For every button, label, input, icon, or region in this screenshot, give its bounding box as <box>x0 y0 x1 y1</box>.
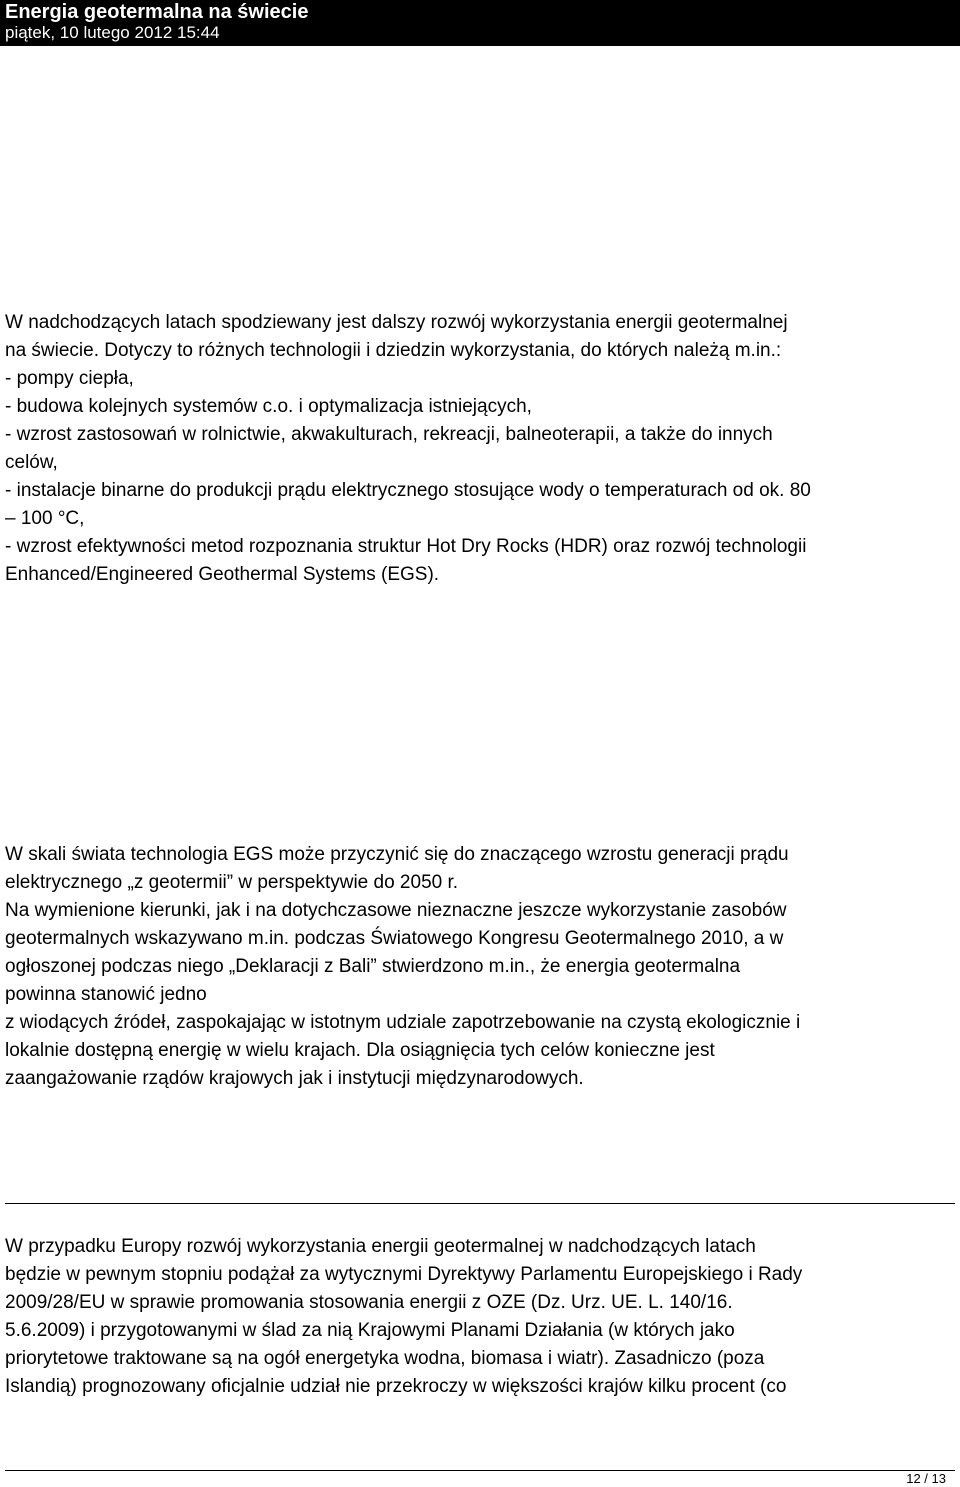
text-line: - pompy ciepła, <box>5 368 134 389</box>
article-title: Energia geotermalna na świecie <box>5 1 309 23</box>
text-line: będzie w pewnym stopniu podążał za wytycznymi Dyrektywy Parlamentu Europejskiego i Rady <box>5 1264 803 1285</box>
text-line: Na wymienione kierunki, jak i na dotychczasowe nieznaczne jeszcze wykorzystanie zasobów <box>5 900 787 921</box>
text-line: - wzrost zastosowań w rolnictwie, akwakulturach, rekreacji, balneoterapii, a także do innych <box>5 424 773 445</box>
text-line: 5.6.2009) i przygotowanymi w ślad za nią Krajowymi Planami Działania (w których jako <box>5 1320 735 1341</box>
text-line: Enhanced/Engineered Geothermal Systems (EGS). <box>5 564 440 585</box>
text-line: ogłoszonej podczas niego „Deklaracji z Bali” stwierdzono m.in., że energia geotermalna <box>5 956 741 977</box>
paragraph-future-uses <box>5 309 955 589</box>
text-line: lokalnie dostępną energię w wielu krajach. Dla osiągnięcia tych celów konieczne jest <box>5 1040 715 1061</box>
text-line: Islandią) prognozowany oficjalnie udział nie przekroczy w większości krajów kilku procent (co <box>5 1376 787 1397</box>
section-divider <box>5 1203 955 1204</box>
text-line: celów, <box>5 452 58 473</box>
text-line: W przypadku Europy rozwój wykorzystania energii geotermalnej w nadchodzących latach <box>5 1236 756 1257</box>
text-line: geotermalnych wskazywano m.in. podczas Światowego Kongresu Geotermalnego 2010, a w <box>5 928 784 949</box>
text-line: - wzrost efektywności metod rozpoznania struktur Hot Dry Rocks (HDR) oraz rozwój technologii <box>5 536 807 557</box>
paragraph-egs-and-congress <box>5 841 955 1093</box>
article-date: piątek, 10 lutego 2012 15:44 <box>5 23 220 42</box>
page-header <box>0 0 960 46</box>
text-line: W nadchodzących latach spodziewany jest dalszy rozwój wykorzystania energii geotermalnej <box>5 312 788 333</box>
text-line: 2009/28/EU w sprawie promowania stosowania energii z OZE (Dz. Urz. UE. L. 140/16. <box>5 1292 733 1313</box>
paragraph-europe <box>5 1233 955 1401</box>
text-line: priorytetowe traktowane są na ogół energetyka wodna, biomasa i wiatr). Zasadniczo (poza <box>5 1348 765 1369</box>
footer-divider <box>5 1470 955 1471</box>
text-line: zaangażowanie rządów krajowych jak i instytucji międzynarodowych. <box>5 1068 584 1089</box>
page-number: 12 / 13 <box>906 1471 946 1486</box>
text-line: na świecie. Dotyczy to różnych technologii i dziedzin wykorzystania, do których należą m.in.: <box>5 340 782 361</box>
text-line: z wiodących źródeł, zaspokajając w istotnym udziale zapotrzebowanie na czystą ekologicznie i <box>5 1012 801 1033</box>
text-line: elektrycznego „z geotermii” w perspektywie do 2050 r. <box>5 872 459 893</box>
text-line: - instalacje binarne do produkcji prądu elektrycznego stosujące wody o temperaturach od ok. 80 <box>5 480 811 501</box>
text-line: powinna stanowić jedno <box>5 984 207 1005</box>
text-line: W skali świata technologia EGS może przyczynić się do znaczącego wzrostu generacji prądu <box>5 844 789 865</box>
text-line: - budowa kolejnych systemów c.o. i optymalizacja istniejących, <box>5 396 532 417</box>
text-line: – 100 °C, <box>5 508 85 529</box>
